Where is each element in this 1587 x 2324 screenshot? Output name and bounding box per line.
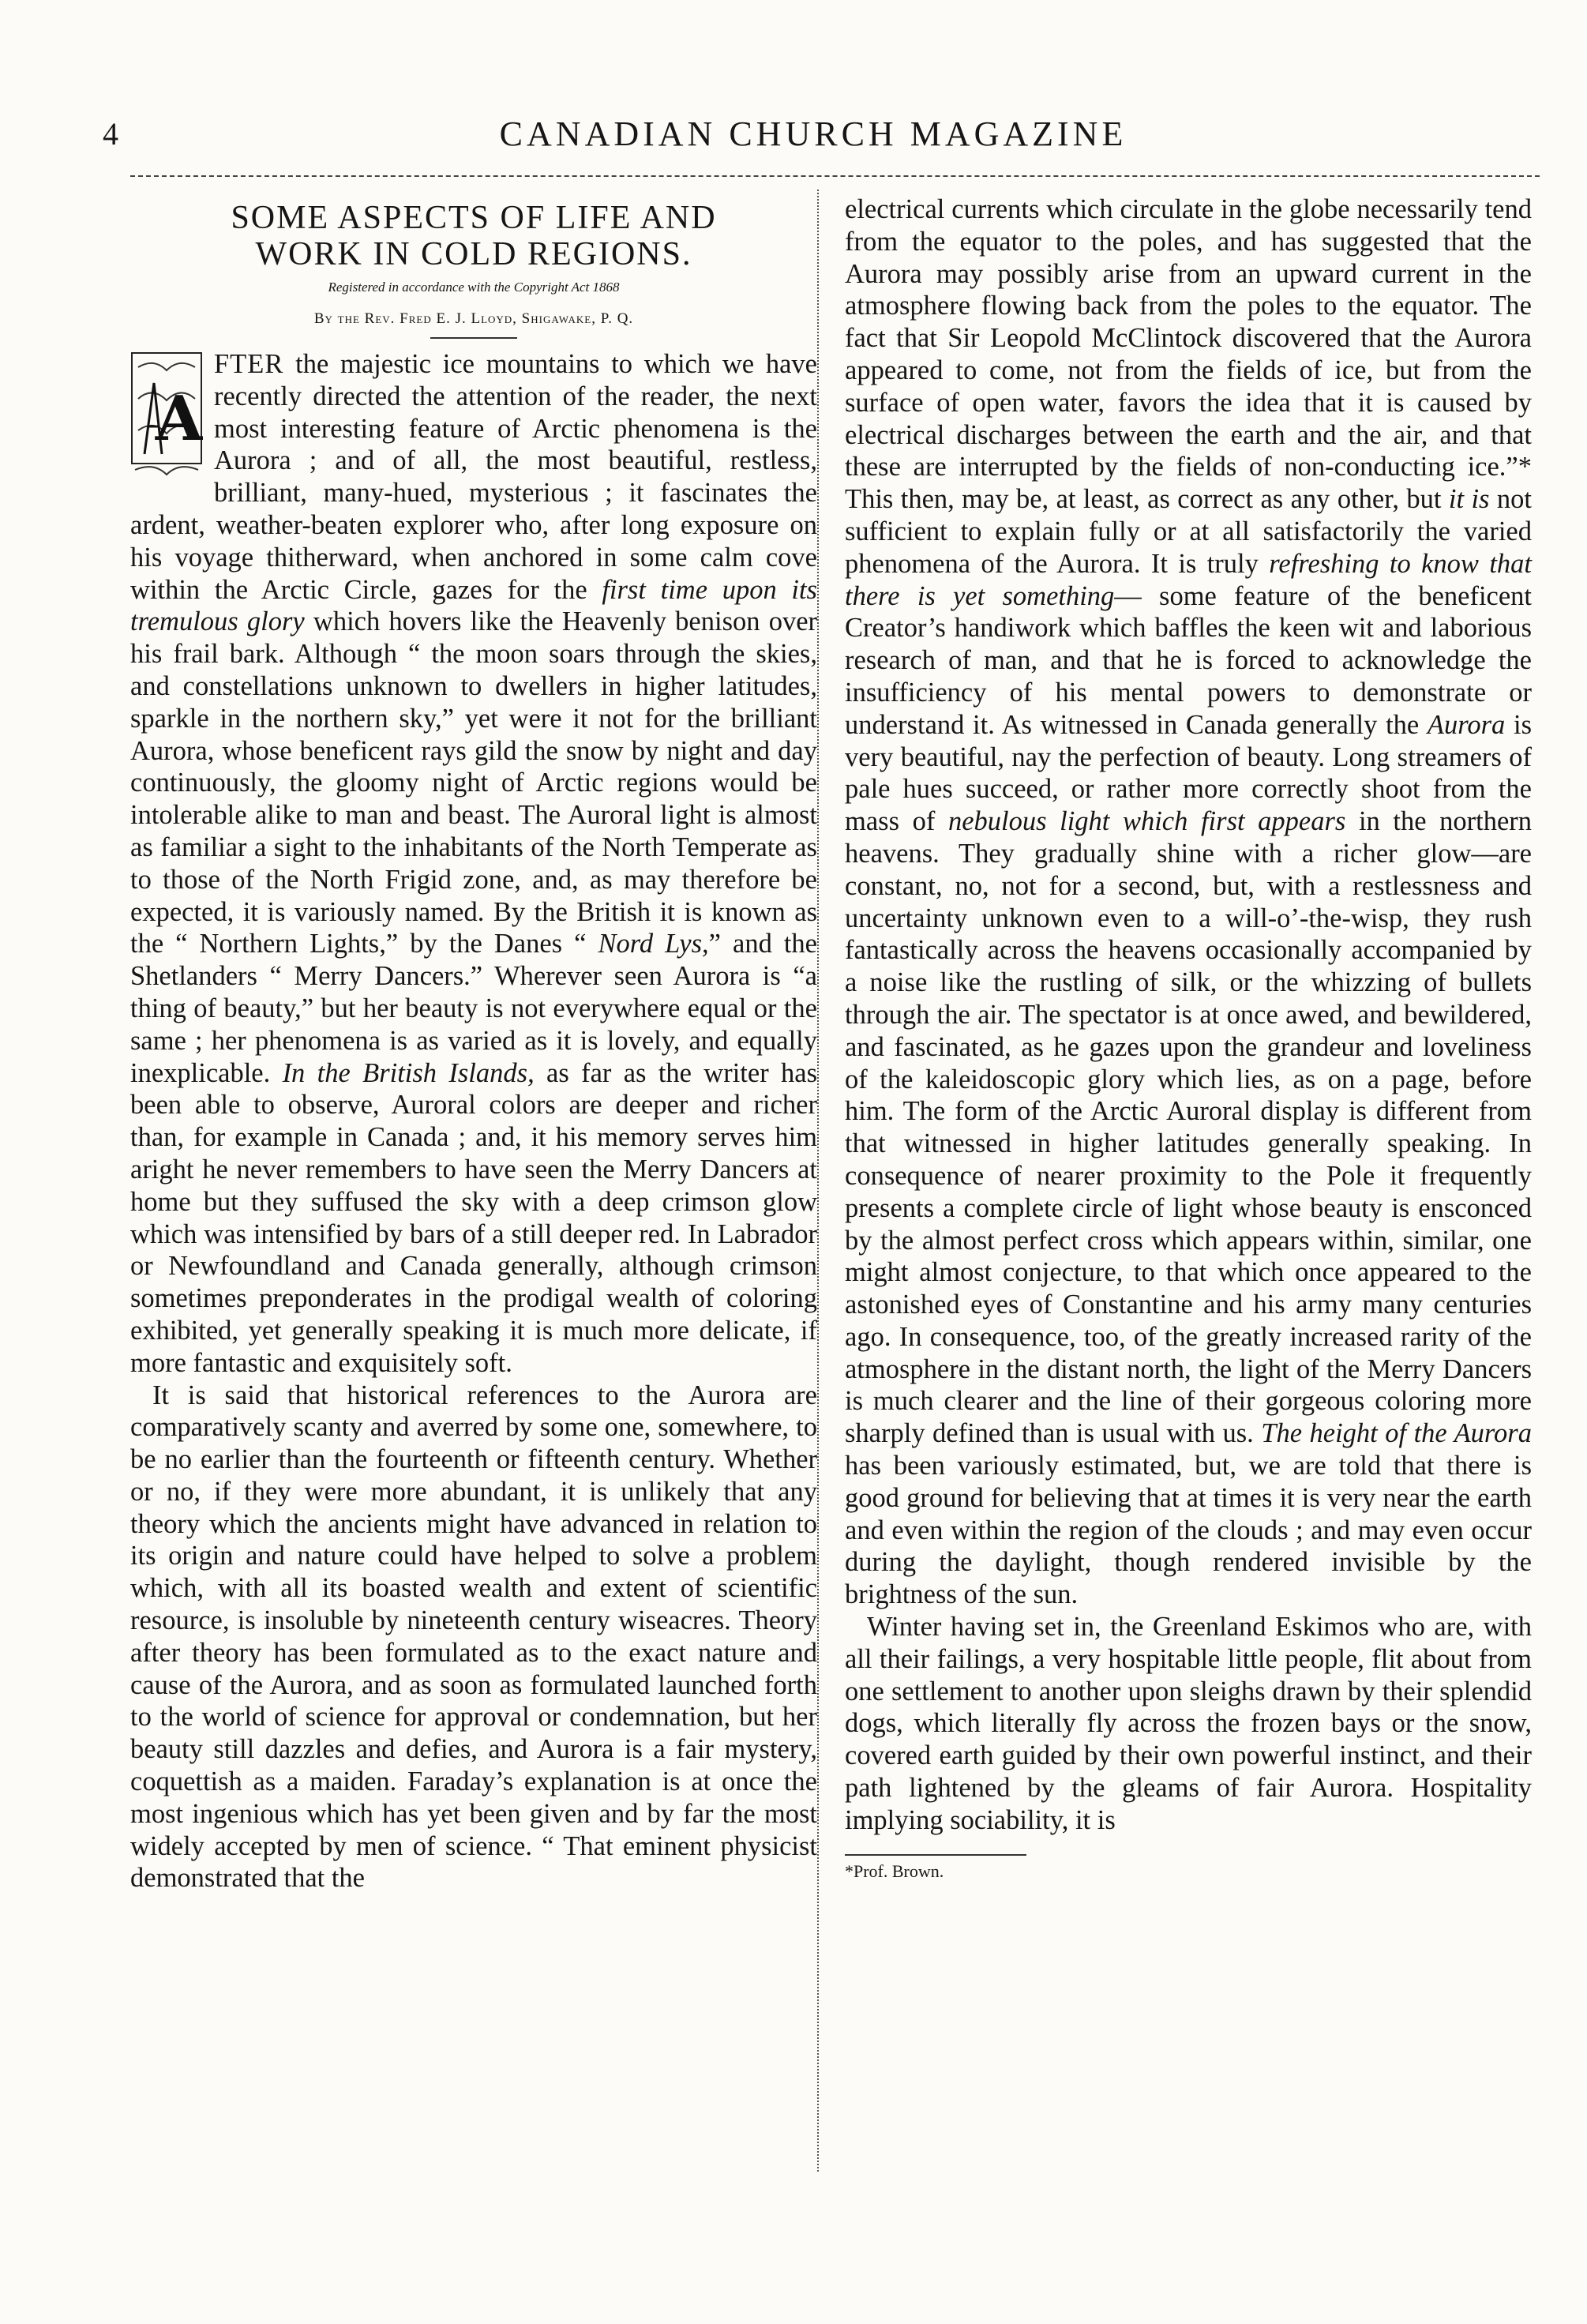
page-header bbox=[103, 109, 1524, 156]
dropcap-letter: A bbox=[155, 383, 203, 455]
left-column bbox=[130, 193, 817, 1894]
paragraph-3 bbox=[845, 193, 1532, 1611]
text-run: ” and the Shetlanders “ Merry Dancers.” Wherever seen Aurora is “a thing of beauty,” but her beauty is not everywhere equal or the same ; her phenomena is as varied as it is lovely, and equally inexplicable. bbox=[130, 929, 817, 1088]
footnote: *Prof. Brown. bbox=[845, 1860, 944, 1881]
text-run: the majestic ice mountains to which we have recently directed the attention of the reader, the next most interesting feature of Arctic phenomena is the Aurora ; and of all, the most beautiful, restless, brilliant, many-hued, mysterious ; it fascinates the ardent, weather-beaten explorer who, after long exposure on his voyage thitherward, when anchored in some calm cove within the Arctic Circle, gazes for the bbox=[130, 349, 817, 605]
text-run: is very beautiful, nay the perfection of beauty. Long streamers of pale hues succeed, or rather more correctly shoot from the mass of bbox=[845, 709, 1533, 837]
italic-run: Nord Lys, bbox=[598, 929, 709, 959]
page-number: 4 bbox=[103, 116, 118, 152]
text-run: which hovers like the Heavenly benison over his frail bark. Although “ the moon soars through the skies, and constellations unknown to dwellers in higher latitudes, sparkle in the northern sky,” yet were it not for the brilliant Aurora, whose beneficent rays gild the snow by night and day continuously, the gloomy night of Arctic regions would be intolerable alike to man and beast. The Auroral light is almost as familiar a sight to the inhabitants of the North Temperate as to those of the North Frigid zone, and, as may therefore be expected, it is variously named. By the British it is known as the “ Northern Lights,” by the Danes “ bbox=[130, 606, 817, 959]
text-run: — some feature of the beneficent Creator’s handiwork which baffles the keen wit and laborious research of man, and that he is forced to acknowledge the insufficiency of his mental powers to demonstrate or understand it. As witnessed in Canada generally the bbox=[845, 580, 1532, 740]
text-run: has been variously estimated, but, we are told that there is good ground for believing that at times it is very near the earth and even within the region of the clouds ; and may even occur during the daylight, though rendered invisible by the brightness of the sun. bbox=[845, 1451, 1532, 1610]
italic-run: The height of the Aurora bbox=[1261, 1418, 1532, 1449]
italic-run: nebulous light which first appears bbox=[947, 806, 1346, 837]
paragraph-4: Winter having set in, the Greenland Eskimos who are, with all their failings, a very hospitable little people, flit about from one settlement to another upon sleighs drawn by their splendid dogs, which literally fly across the frozen bays or the snow, covered earth guided by their own powerful instinct, and their path lightened by the gleams of fair Aurora. Hospitality implying sociability, it is bbox=[845, 1612, 1532, 1835]
byline-rule bbox=[430, 337, 517, 339]
text-run: as far as the writer has been able to observe, Auroral colors are deeper and richer than, for example in Canada ; and, it his memory serves him aright he never remembers to have seen the Merry Dancers at home but they suffused the sky with a deep crimson glow which was intensified by bars of a still deeper red. In Labrador or Newfoundland and Canada generally, although crimson sometimes preponderates in the prodigal wealth of coloring exhibited, yet generally speaking it is much more delicate, if more fantastic and exquisitely soft. bbox=[130, 1057, 818, 1378]
copyright-notice: Registered in accordance with the Copyright Act 1868 bbox=[328, 280, 620, 295]
footnote-rule bbox=[845, 1854, 1026, 1856]
header-rule bbox=[130, 175, 1540, 177]
magazine-title: CANADIAN CHURCH MAGAZINE bbox=[499, 115, 1127, 153]
article-title-line-1: SOME ASPECTS OF LIFE AND bbox=[231, 200, 717, 236]
dropcap-ornament bbox=[130, 351, 203, 479]
column-divider bbox=[817, 190, 819, 2172]
author-byline: By the Rev. Fred E. J. Lloyd, Shigawake, P. Q. bbox=[313, 310, 634, 327]
lead-word: FTER bbox=[214, 349, 284, 379]
article-title-line-2: WORK IN COLD REGIONS. bbox=[255, 236, 692, 272]
paragraph-1 bbox=[130, 348, 817, 1380]
text-run: electrical currents which circulate in the globe necessarily tend from the equator to the poles, and has suggested that the Aurora may possibly arise from an upward current in the atmosphere flowing back from the poles to the equator. The fact that Sir Leopold McClintock discovered that the Aurora appeared to come, not from the fields of ice, but from the surface of open water, favors the idea that it is caused by electrical discharges between the earth and the air, and that these are interrupted by the fields of non-conducting ice.”* This then, may be, at least, as correct as any other, but bbox=[845, 194, 1532, 515]
article-title bbox=[130, 200, 817, 272]
paragraph-2: It is said that historical references to the Aurora are comparatively scanty and averred by some one, somewhere, to be no earlier than the fourteenth or fifteenth century. Whether or no, if they were more abundant, it is unlikely that any theory which the ancients might have advanced in relation to its origin and nature could have helped to solve a problem which, with all its boasted wealth and extent of scientific resource, is insoluble by nineteenth century wiseacres. Theory after theory has been formulated as to the exact nature and cause of the Aurora, and as soon as formulated launched forth to the world of science for approval or condemnation, but her beauty still dazzles and defies, and Aurora is a fair mystery, coquettish as a maiden. Faraday’s explanation is at once the most ingenious which has yet been given and by far the most widely accepted by men of science. “ That eminent physicist demonstrated that the bbox=[130, 1380, 817, 1894]
italic-run: Aurora bbox=[1427, 709, 1506, 740]
italic-run: first time upon its tremulous glory bbox=[130, 574, 817, 637]
text-run: not sufficient to explain fully or at all satisfactorily the varied phenomena of the Aurora. It is truly bbox=[845, 484, 1532, 579]
right-column bbox=[845, 193, 1532, 1883]
italic-run: it is bbox=[1448, 484, 1490, 515]
text-run: in the northern heavens. They gradually shine with a richer glow—are constant, no, not for a second, but, with a restlessness and uncertainty unknown even to a will-o’-the-wisp, they rush fantastically across the heavens occasionally accompanied by a noise like the rustling of silk, or the whizzing of bullets through the air. The spectator is at once awed, and bewildered, and fascinated, as he gazes upon the grandeur and loveliness of the kaleidoscopic glory which lies, as on a page, before him. The form of the Arctic Auroral display is different from that witnessed in higher latitudes generally speaking. In consequence of nearer proximity to the Pole it frequently presents a complete circle of light whose beauty is ensconced by the almost perfect cross which appears within, similar, one might almost conjecture, to that which once appeared to the astonished eyes of Constantine and his army many centuries ago. In consequence, too, of the greatly increased rarity of the atmosphere in the distant north, the light of the Merry Dancers is much clearer and the line of their gorgeous coloring more sharply defined than is usual with us. bbox=[845, 806, 1532, 1449]
italic-run: refreshing to know that there is yet something bbox=[845, 548, 1532, 611]
italic-run: In the British Islands, bbox=[282, 1057, 535, 1088]
